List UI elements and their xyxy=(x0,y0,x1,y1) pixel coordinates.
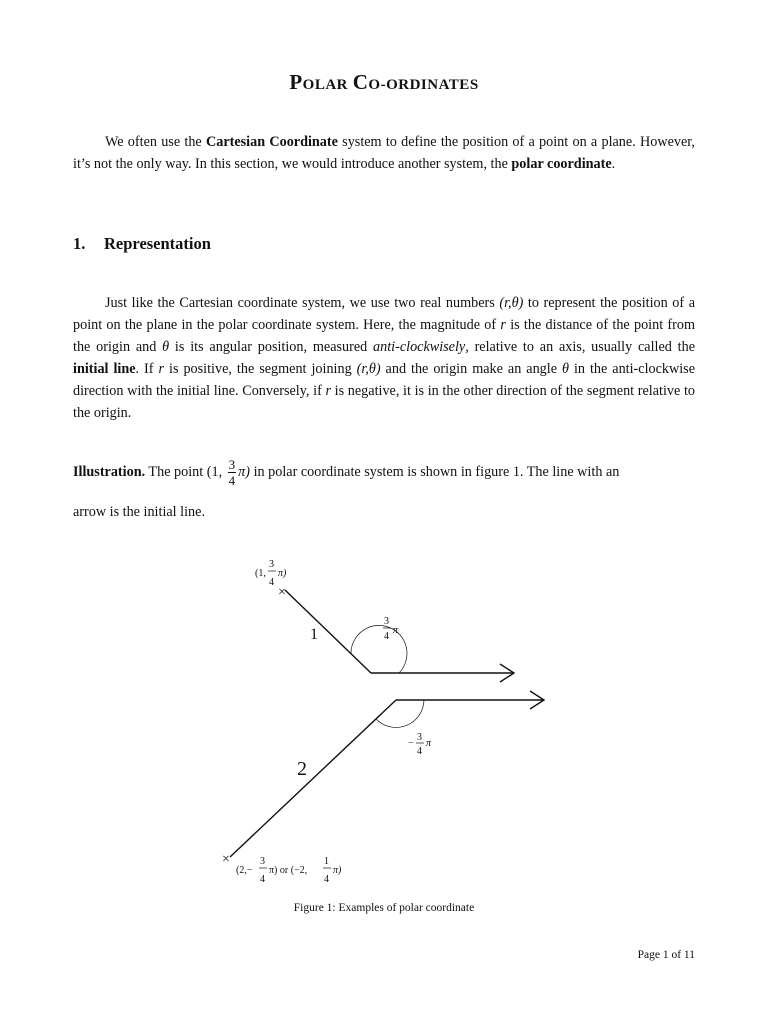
text: in polar coordinate system is shown in figure 1. The line with an xyxy=(250,463,620,480)
angle-arc-2 xyxy=(376,700,424,727)
fraction-numerator: 3 xyxy=(228,457,236,472)
point2-label-open: (2,− xyxy=(236,865,253,876)
initial-line-term: initial line xyxy=(73,361,136,377)
emphasis-anticlockwise: anti-clockwisely xyxy=(373,339,466,355)
math-r: r xyxy=(500,317,506,333)
point2-label-close: π) xyxy=(333,865,342,876)
math-r: r xyxy=(325,383,331,399)
text: in the anti-clockwise direction with the initial line. Conversely, if xyxy=(73,361,696,399)
angle1-num: 3 xyxy=(384,616,389,627)
segment-1 xyxy=(285,590,371,673)
math-r: r xyxy=(158,361,165,377)
segment-2-length-label: 2 xyxy=(297,758,307,780)
text: Just like the Cartesian coordinate system, we use two real numbers xyxy=(105,295,500,311)
point1-label-open: (1, xyxy=(255,568,266,579)
polar-figure xyxy=(0,540,768,890)
intro-text: system to define the position of a point on a plane. However, it’s not the only way. In this section, we would introduce another system, the xyxy=(73,134,695,172)
point2-label-num2: 1 xyxy=(324,856,329,867)
segment-2 xyxy=(230,700,396,857)
title-oordinates: O-ORDINATES xyxy=(368,77,479,93)
section-title: Representation xyxy=(104,234,211,253)
polar-term: polar coordinate xyxy=(511,156,612,172)
fraction-denominator: 4 xyxy=(228,473,236,488)
page-title xyxy=(0,70,768,95)
text: , relative to an axis, usually called the xyxy=(465,339,695,355)
point2-label-mid: π) or (−2, xyxy=(269,865,308,876)
title-olar: OLAR xyxy=(302,77,348,93)
point1-label-num: 3 xyxy=(269,559,274,570)
cartesian-term: Cartesian Coordinate xyxy=(205,134,338,150)
angle2-den: 4 xyxy=(417,746,422,757)
text: is positive, the segment joining xyxy=(164,361,357,377)
intro-text: . xyxy=(611,156,616,172)
section-number: 1. xyxy=(73,234,86,253)
representation-paragraph xyxy=(73,292,695,424)
point-marker-2: × xyxy=(222,852,230,867)
angle-arc-1 xyxy=(351,625,407,673)
math-theta: θ xyxy=(561,361,569,377)
text: . If xyxy=(135,361,159,377)
text: and the origin make an angle xyxy=(380,361,562,377)
title-initial-p: P xyxy=(289,70,303,94)
angle2-num: 3 xyxy=(417,732,422,743)
point2-label-num: 3 xyxy=(260,856,265,867)
angle2-pi: π xyxy=(426,738,432,749)
section-heading xyxy=(73,234,211,254)
math-pair: (r,θ) xyxy=(356,361,381,377)
illustration-paragraph-end xyxy=(73,501,695,523)
text: is negative, it is in the other direction of the segment relative to the origin. xyxy=(73,383,696,421)
point1-label-close: π) xyxy=(278,568,287,579)
angle2-minus: − xyxy=(408,738,414,749)
point2-label-den: 4 xyxy=(260,874,265,885)
text: is the distance of the point from the origin and xyxy=(73,317,695,355)
math-pair: (r,θ) xyxy=(499,295,524,311)
fraction xyxy=(228,458,237,487)
text: to represent the position of a point on the plane in the polar coordinate system. Here, the magnitude of xyxy=(73,295,695,333)
point-marker-1: × xyxy=(278,585,286,600)
angle1-pi: π xyxy=(393,625,399,636)
segment-1-length-label: 1 xyxy=(310,626,318,643)
point1-label-den: 4 xyxy=(269,577,274,588)
title-initial-c: C xyxy=(352,70,369,94)
point2-label-den2: 4 xyxy=(324,874,329,885)
page-number: Page 1 of 11 xyxy=(637,949,695,961)
illustration-label: Illustration. xyxy=(73,463,146,480)
text: arrow is the initial line. xyxy=(73,504,205,520)
illustration-paragraph xyxy=(73,458,695,487)
text: The point (1, xyxy=(145,463,226,480)
math-pi: π) xyxy=(238,463,251,480)
intro-paragraph xyxy=(73,131,695,175)
angle1-den: 4 xyxy=(384,631,389,642)
text: is its angular position, measured xyxy=(169,339,374,355)
figure-caption: Figure 1: Examples of polar coordinate xyxy=(293,902,475,914)
math-theta: θ xyxy=(162,339,170,355)
intro-text: We often use the xyxy=(105,134,206,150)
